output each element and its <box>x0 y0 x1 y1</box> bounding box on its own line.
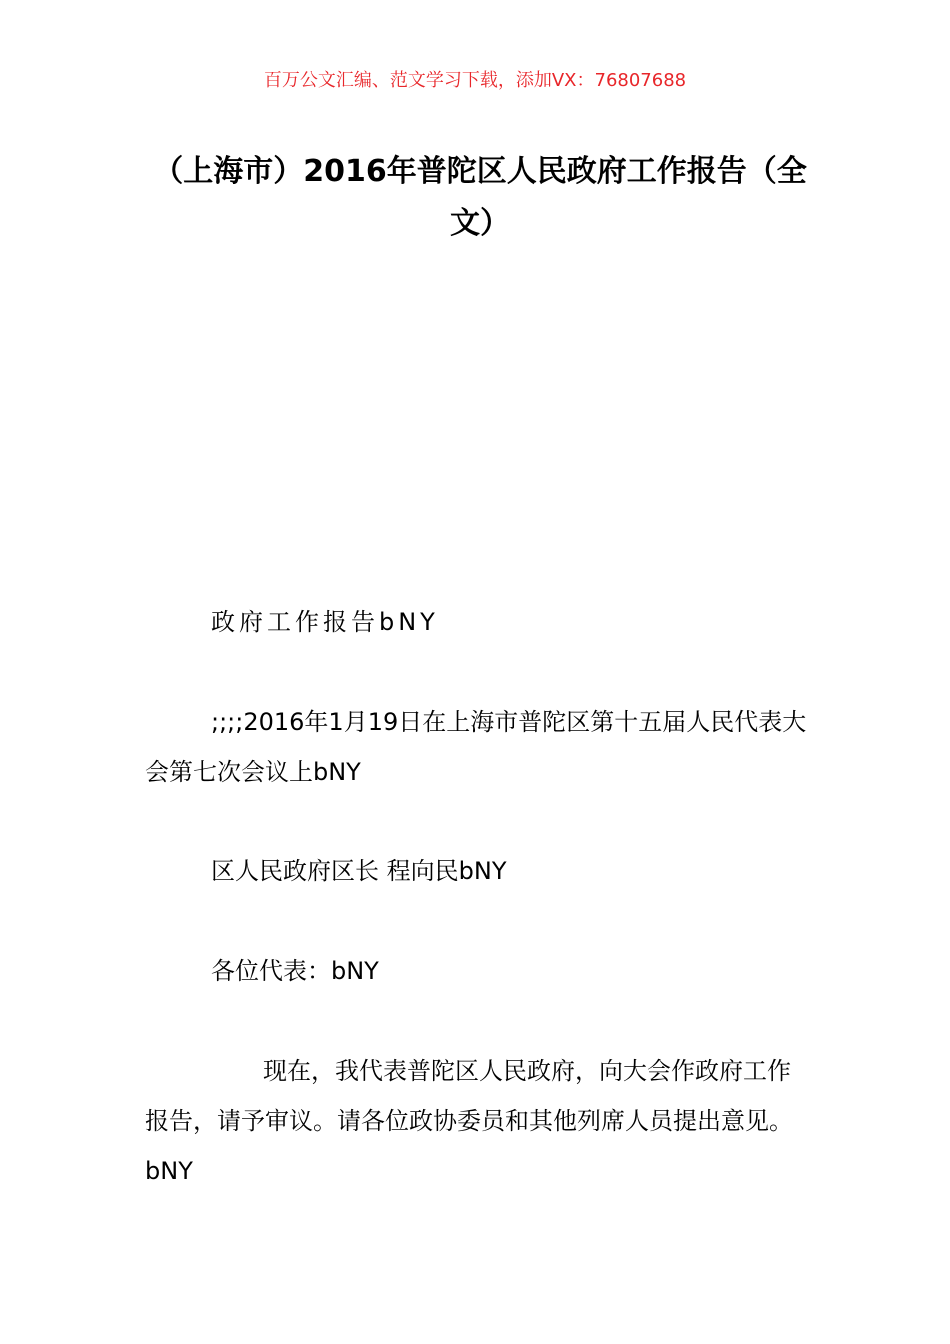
paragraph-opening: 现在，我代表普陀区人民政府，向大会作政府工作报告，请予审议。请各位政协委员和其他列席人员提出意见。bNY <box>145 1057 793 1185</box>
paragraph-speaker: 区人民政府区长 程向民bNY <box>211 857 507 885</box>
document-title: （上海市）2016年普陀区人民政府工作报告（全文） <box>153 154 807 241</box>
header-promo-note: 百万公文汇编、范文学习下载，添加VX：76807688 <box>263 70 687 91</box>
paragraph-report-label: 政府工作报告bNY <box>211 608 439 636</box>
paragraph-salutation: 各位代表：bNY <box>211 957 379 985</box>
paragraph-meeting-info: ;;;;2016年1月19日在上海市普陀区第十五届人民代表大会第七次会议上bNY <box>145 708 807 786</box>
